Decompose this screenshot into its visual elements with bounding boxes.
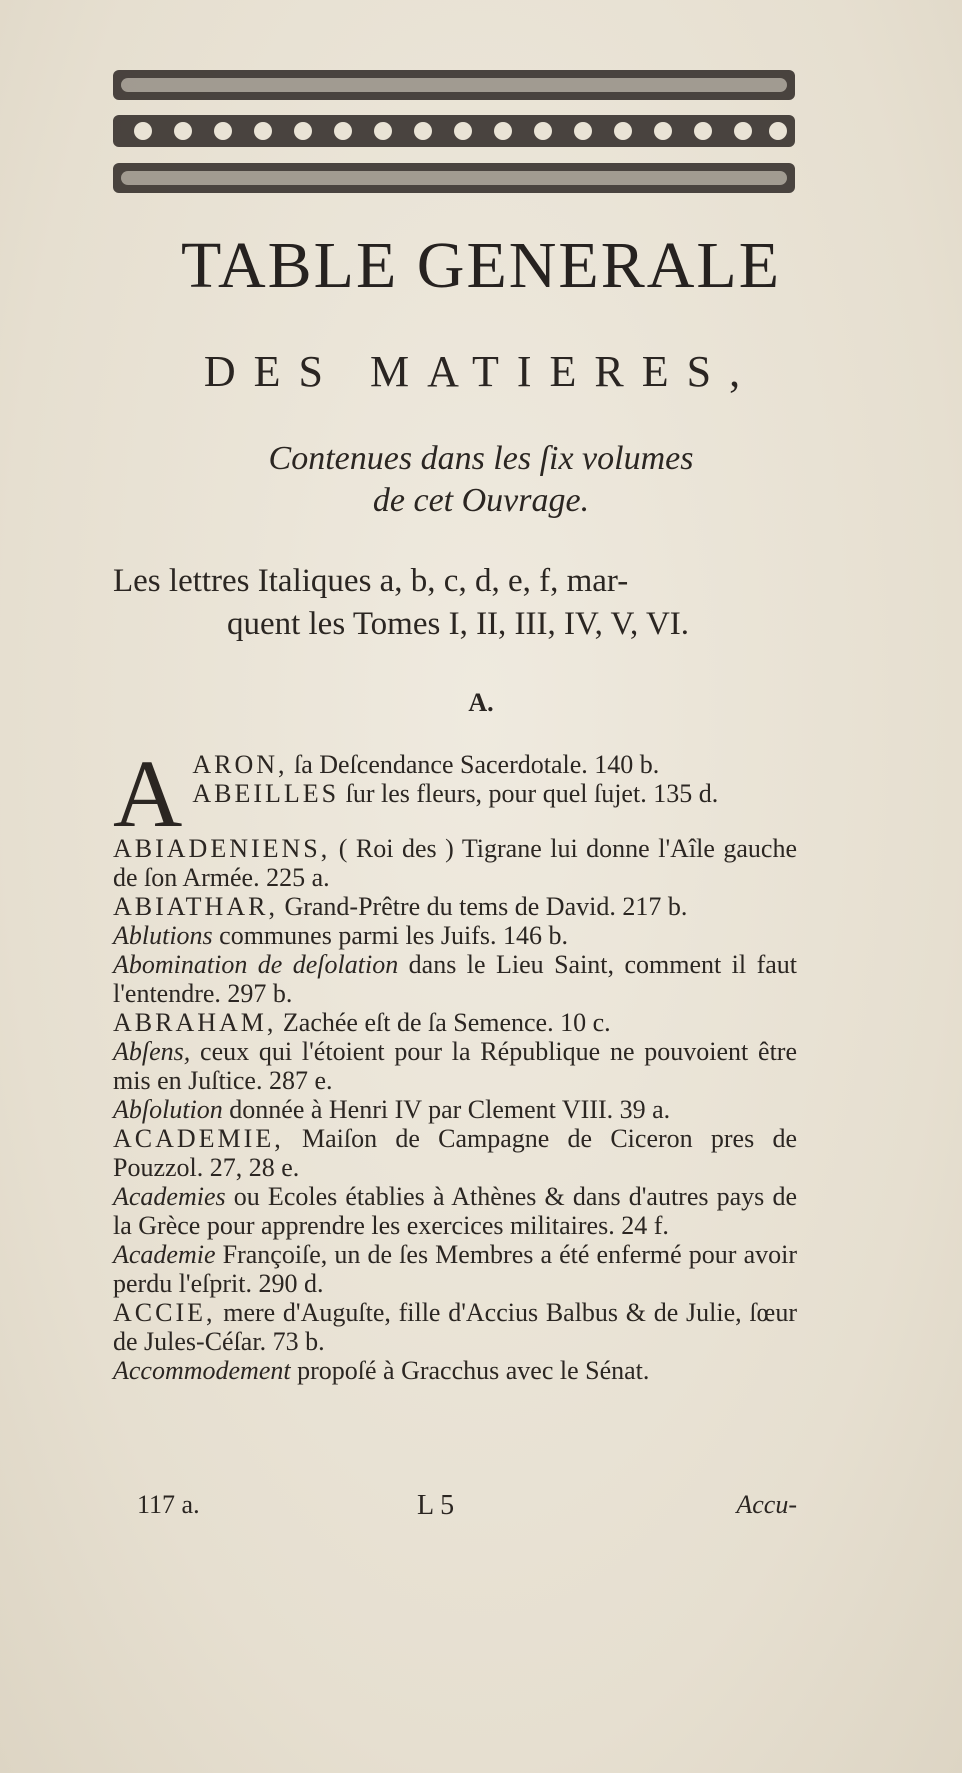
- entry-text: dans le Lieu Saint, comment il faut l'entendre. 297 b.: [113, 950, 797, 1008]
- entry-text: propoſé à Gracchus avec le Sénat.: [297, 1356, 650, 1385]
- entry-head: ARON,: [192, 750, 288, 779]
- index-entry: [113, 740, 797, 847]
- entry-head: ABEILLES: [192, 779, 340, 808]
- catchword: Accu-: [736, 1490, 797, 1519]
- italic-letters-notice: [113, 560, 803, 646]
- entry-text: ſa Deſcendance Sacerdotale. 140 b.: [294, 750, 660, 779]
- contents-line-2: de cet Ouvrage.: [372, 482, 590, 519]
- entry-head: Academie: [113, 1240, 216, 1269]
- entry-text: Maiſon de Campagne de Ciceron pres de Pouzzol. 27, 28 e.: [113, 1124, 797, 1182]
- index-entry: [113, 892, 797, 921]
- index-entry: [113, 921, 797, 950]
- index-entry: [113, 1356, 797, 1385]
- entry-text: Grand-Prêtre du tems de David. 217 b.: [284, 892, 688, 921]
- notice-line-1: Les lettres Italiques a, b, c, d, e, f, mar-: [113, 563, 629, 599]
- contents-note: [0, 438, 962, 522]
- entry-head: Academies: [113, 1182, 226, 1211]
- entry-text: ( Roi des ) Tigrane lui donne l'Aîle gauche de ſon Armée. 225 a.: [113, 834, 798, 892]
- entry-head: ABIADENIENS,: [113, 834, 331, 863]
- contents-line-1: Contenues dans les ſix volumes: [268, 440, 694, 477]
- index-entry: [113, 1124, 797, 1182]
- index-entry: [113, 834, 797, 892]
- page-title: TABLE GENERALE: [180, 229, 782, 302]
- entry-text: Françoiſe, un de ſes Membres a été enfermé pour avoir perdu l'eſprit. 290 d.: [113, 1240, 797, 1298]
- index-entry: [113, 1008, 797, 1037]
- entry-head: ACCIE,: [113, 1298, 216, 1327]
- entry-text: mere d'Auguſte, fille d'Accius Balbus & de Julie, ſœur de Jules-Céſar. 73 b.: [113, 1298, 797, 1356]
- drop-capital: A: [113, 740, 183, 847]
- printers-ornament-band: [113, 70, 795, 195]
- page-footer: [137, 1490, 797, 1524]
- entry-head: Ablutions: [113, 921, 213, 950]
- entry-head: ACADEMIE,: [113, 1124, 284, 1153]
- index-entry: [113, 1095, 797, 1124]
- section-letter: A.: [468, 688, 494, 717]
- index-entry: [113, 1182, 797, 1240]
- entry-head: Abſens,: [113, 1037, 191, 1066]
- entry-text: ſur les fleurs, pour quel ſujet. 135 d.: [345, 779, 719, 808]
- index-entry: [113, 1037, 797, 1095]
- index-entry: [113, 1298, 797, 1356]
- entry-head: Abſolution: [113, 1095, 223, 1124]
- footer-continuation: 117 a.: [137, 1490, 200, 1519]
- entry-head: ABRAHAM,: [113, 1008, 277, 1037]
- signature-mark: L 5: [417, 1490, 455, 1521]
- index-entry: [113, 1240, 797, 1298]
- entry-text: ceux qui l'étoient pour la République ne pouvoient être mis en Juſtice. 287 e.: [113, 1037, 797, 1095]
- entry-text: ou Ecoles établies à Athènes & dans d'autres pays de la Grèce pour apprendre les exercices militaires. 24 f.: [113, 1182, 797, 1240]
- entry-head: ABIATHAR,: [113, 892, 278, 921]
- entry-text: communes parmi les Juifs. 146 b.: [219, 921, 568, 950]
- entry-head: Accommodement: [113, 1356, 291, 1385]
- entry-text: Zachée eſt de ſa Semence. 10 c.: [282, 1008, 611, 1037]
- notice-line-2: quent les Tomes I, II, III, IV, V, VI.: [226, 606, 690, 642]
- entry-text: donnée à Henri IV par Clement VIII. 39 a.: [229, 1095, 671, 1124]
- entry-head: Abomination de deſolation: [113, 950, 399, 979]
- index-entries: [113, 740, 798, 1385]
- index-entry: [113, 950, 797, 1008]
- page-subtitle: DES MATIERES,: [203, 347, 759, 396]
